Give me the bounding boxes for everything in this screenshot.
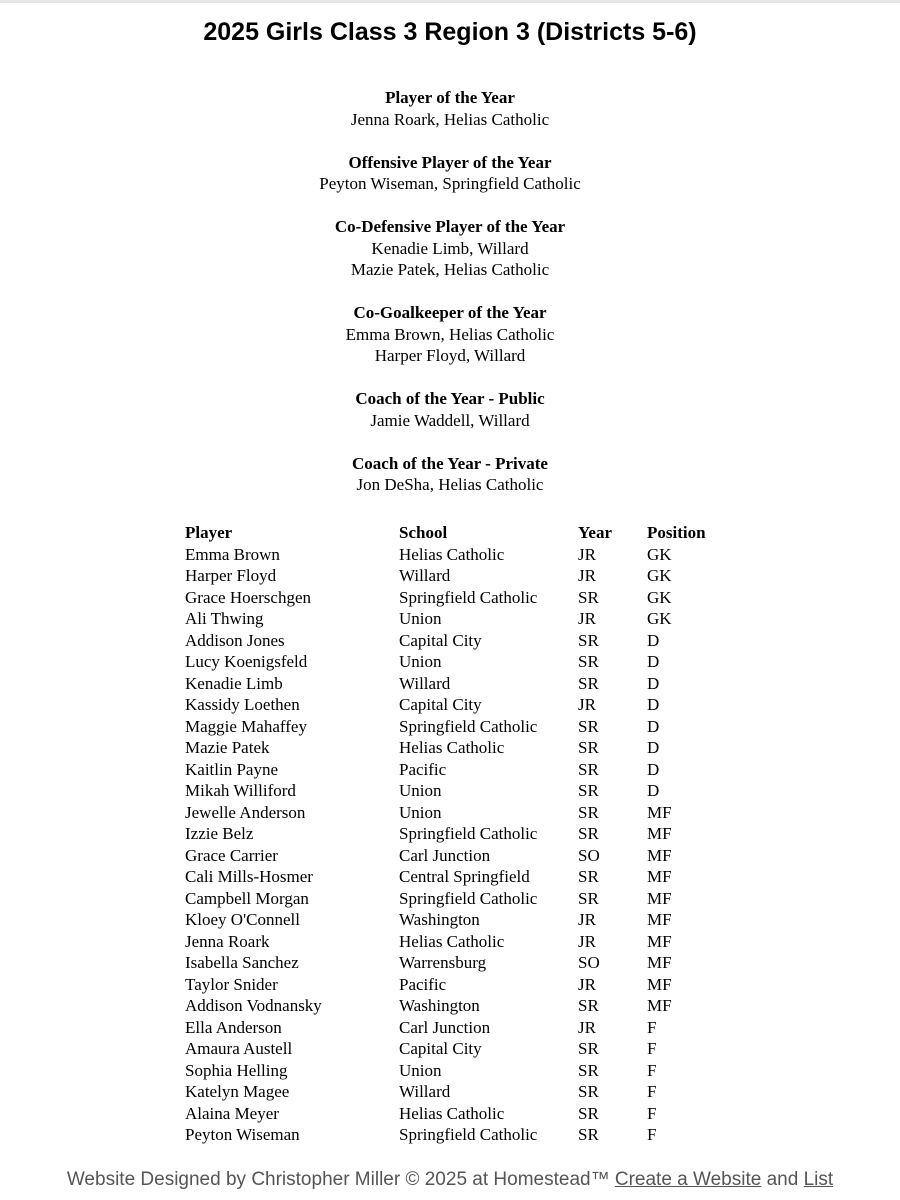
table-row <box>185 931 727 953</box>
cell-player: Sophia Helling <box>185 1060 288 1080</box>
cell-position: MF <box>647 974 672 994</box>
cell-player: Mazie Patek <box>185 738 270 757</box>
cell-player: Campbell Morgan <box>185 888 309 908</box>
create-website-link[interactable]: Create a Website <box>614 1169 762 1190</box>
cell-school: Capital City <box>399 1039 482 1058</box>
cell-player: Kenadie Limb <box>185 673 283 693</box>
cell-position: MF <box>647 910 672 929</box>
roster-body <box>185 544 727 1146</box>
cell-year: SO <box>578 953 600 972</box>
cell-player: Isabella Sanchez <box>185 953 299 972</box>
cell-position: GK <box>647 609 672 628</box>
award-winner: Jon DeSha, Helias Catholic <box>356 475 544 494</box>
cell-year: SR <box>578 996 599 1015</box>
cell-year: SR <box>578 673 599 693</box>
cell-player: Jewelle Anderson <box>185 802 306 822</box>
cell-position: D <box>647 738 660 757</box>
cell-player: Taylor Snider <box>185 974 278 994</box>
header-position: Position <box>647 523 706 542</box>
table-row <box>185 759 727 781</box>
cell-school: Capital City <box>399 630 482 650</box>
top-divider <box>0 0 900 3</box>
cell-school: Springfield Catholic <box>399 587 538 607</box>
table-row <box>185 608 727 630</box>
cell-school: Helias Catholic <box>399 1103 505 1123</box>
cell-player: Ali Thwing <box>185 609 264 628</box>
cell-year: JR <box>578 566 596 585</box>
cell-player: Kassidy Loethen <box>185 695 300 714</box>
cell-year: SR <box>578 824 599 843</box>
cell-year: JR <box>578 609 596 628</box>
cell-position: D <box>647 630 660 650</box>
cell-player: Amaura Austell <box>185 1039 293 1058</box>
cell-school: Willard <box>399 673 451 693</box>
cell-year: JR <box>578 910 596 929</box>
table-row <box>185 544 727 566</box>
footer-credit: Website Designed by Christopher Miller © 2025 at Homestead™ <box>66 1169 610 1190</box>
cell-player: Grace Carrier <box>185 845 278 865</box>
cell-position: F <box>647 1017 657 1037</box>
table-row <box>185 716 727 738</box>
cell-school: Warrensburg <box>399 953 487 972</box>
cell-school: Capital City <box>399 695 482 714</box>
cell-school: Washington <box>399 996 480 1015</box>
award-winner: Kenadie Limb, Willard <box>371 238 529 258</box>
award-block <box>0 388 900 431</box>
table-row <box>185 1124 727 1146</box>
cell-school: Pacific <box>399 759 447 779</box>
table-row <box>185 587 727 609</box>
table-row <box>185 1038 727 1060</box>
cell-school: Washington <box>399 910 480 929</box>
cell-position: F <box>647 1082 657 1101</box>
table-row <box>185 694 727 716</box>
cell-school: Springfield Catholic <box>399 716 538 736</box>
table-row <box>185 737 727 759</box>
cell-year: SR <box>578 1060 599 1080</box>
cell-year: SR <box>578 738 599 757</box>
award-heading: Coach of the Year - Private <box>352 453 548 473</box>
cell-year: SR <box>578 867 599 886</box>
cell-year: SR <box>578 781 599 800</box>
cell-position: D <box>647 695 660 714</box>
cell-player: Kloey O'Connell <box>185 910 300 929</box>
footer-conjunction: and <box>766 1169 799 1190</box>
cell-player: Katelyn Magee <box>185 1082 290 1101</box>
cell-school: Helias Catholic <box>399 544 505 564</box>
award-winner: Peyton Wiseman, Springfield Catholic <box>319 174 581 193</box>
cell-position: GK <box>647 566 672 585</box>
cell-year: SR <box>578 652 599 671</box>
award-block <box>0 302 900 367</box>
award-winner: Harper Floyd, Willard <box>374 346 526 365</box>
table-row <box>185 888 727 910</box>
cell-school: Helias Catholic <box>399 931 505 951</box>
cell-year: JR <box>578 544 596 564</box>
cell-player: Lucy Koenigsfeld <box>185 652 308 671</box>
cell-player: Cali Mills-Hosmer <box>185 867 313 886</box>
page-title: 2025 Girls Class 3 Region 3 (Districts 5-6) <box>203 18 697 46</box>
cell-position: MF <box>647 867 672 886</box>
table-row <box>185 780 727 802</box>
cell-position: F <box>647 1039 657 1058</box>
header-year: Year <box>578 523 612 542</box>
award-winner: Jamie Waddell, Willard <box>370 410 530 430</box>
cell-position: MF <box>647 888 672 908</box>
cell-year: SR <box>578 888 599 908</box>
table-row <box>185 866 727 888</box>
cell-position: MF <box>647 931 672 951</box>
cell-position: MF <box>647 802 672 822</box>
cell-player: Izzie Belz <box>185 824 254 843</box>
cell-year: SR <box>578 1103 599 1123</box>
table-row <box>185 1017 727 1039</box>
header-player: Player <box>185 523 233 542</box>
cell-position: MF <box>647 845 672 865</box>
cell-position: MF <box>647 824 672 843</box>
cell-school: Union <box>399 609 442 628</box>
cell-year: SR <box>578 587 599 607</box>
cell-player: Addison Vodnansky <box>185 996 322 1015</box>
cell-position: F <box>647 1060 657 1080</box>
cell-year: SR <box>578 759 599 779</box>
award-heading: Coach of the Year - Public <box>355 389 545 408</box>
cell-year: SR <box>578 1039 599 1058</box>
cell-position: MF <box>647 953 672 972</box>
cell-year: SR <box>578 630 599 650</box>
cell-school: Springfield Catholic <box>399 824 538 843</box>
cell-school: Springfield Catholic <box>399 888 538 908</box>
table-row <box>185 802 727 824</box>
cell-position: D <box>647 781 660 800</box>
table-row <box>185 909 727 931</box>
table-row <box>185 952 727 974</box>
cell-year: JR <box>578 974 596 994</box>
table-row <box>185 1060 727 1082</box>
award-block <box>0 453 900 496</box>
cell-position: GK <box>647 544 672 564</box>
list-link[interactable]: List <box>803 1169 834 1190</box>
cell-position: D <box>647 652 660 671</box>
award-winner: Emma Brown, Helias Catholic <box>345 324 555 344</box>
cell-school: Carl Junction <box>399 1017 491 1037</box>
award-winner: Mazie Patek, Helias Catholic <box>350 260 550 279</box>
award-block <box>0 87 900 130</box>
table-row <box>185 1103 727 1125</box>
cell-player: Grace Hoerschgen <box>185 587 312 607</box>
cell-player: Mikah Williford <box>185 781 296 800</box>
cell-player: Jenna Roark <box>185 931 270 951</box>
cell-year: SR <box>578 716 599 736</box>
cell-position: D <box>647 716 660 736</box>
cell-position: MF <box>647 996 672 1015</box>
award-block <box>0 216 900 281</box>
cell-player: Kaitlin Payne <box>185 759 279 779</box>
cell-school: Springfield Catholic <box>399 1125 538 1144</box>
cell-player: Alaina Meyer <box>185 1103 279 1123</box>
cell-player: Harper Floyd <box>185 566 277 585</box>
cell-school: Helias Catholic <box>399 738 505 757</box>
cell-school: Carl Junction <box>399 845 491 865</box>
table-row <box>185 630 727 652</box>
cell-year: JR <box>578 931 596 951</box>
cell-position: F <box>647 1103 657 1123</box>
cell-player: Emma Brown <box>185 544 280 564</box>
table-row <box>185 565 727 587</box>
cell-school: Union <box>399 802 442 822</box>
cell-position: GK <box>647 587 672 607</box>
cell-school: Union <box>399 1060 442 1080</box>
cell-year: SO <box>578 845 600 865</box>
table-row <box>185 673 727 695</box>
awards-section <box>0 87 900 517</box>
cell-player: Peyton Wiseman <box>185 1125 300 1144</box>
cell-player: Maggie Mahaffey <box>185 716 307 736</box>
table-row <box>185 974 727 996</box>
cell-school: Willard <box>399 566 451 585</box>
cell-year: SR <box>578 1082 599 1101</box>
cell-position: D <box>647 673 660 693</box>
award-winner: Jenna Roark, Helias Catholic <box>350 109 550 129</box>
award-block <box>0 152 900 195</box>
site-footer <box>0 1166 900 1194</box>
cell-year: SR <box>578 1125 599 1144</box>
cell-player: Ella Anderson <box>185 1017 282 1037</box>
cell-school: Union <box>399 781 442 800</box>
cell-year: JR <box>578 695 596 714</box>
award-heading: Co-Defensive Player of the Year <box>334 217 566 236</box>
table-row <box>185 823 727 845</box>
cell-year: SR <box>578 802 599 822</box>
table-row <box>185 1081 727 1103</box>
cell-school: Union <box>399 652 442 671</box>
header-school: School <box>399 523 448 542</box>
cell-school: Central Springfield <box>399 867 530 886</box>
cell-position: F <box>647 1125 657 1144</box>
award-heading: Offensive Player of the Year <box>348 152 552 172</box>
table-row <box>185 651 727 673</box>
award-heading: Player of the Year <box>385 88 515 107</box>
roster-header-row <box>185 522 727 544</box>
table-row <box>185 845 727 867</box>
cell-year: JR <box>578 1017 596 1037</box>
cell-player: Addison Jones <box>185 630 285 650</box>
table-row <box>185 995 727 1017</box>
roster-table <box>185 522 727 1146</box>
cell-school: Pacific <box>399 974 447 994</box>
cell-position: D <box>647 759 660 779</box>
award-heading: Co-Goalkeeper of the Year <box>353 303 547 322</box>
cell-school: Willard <box>399 1082 451 1101</box>
